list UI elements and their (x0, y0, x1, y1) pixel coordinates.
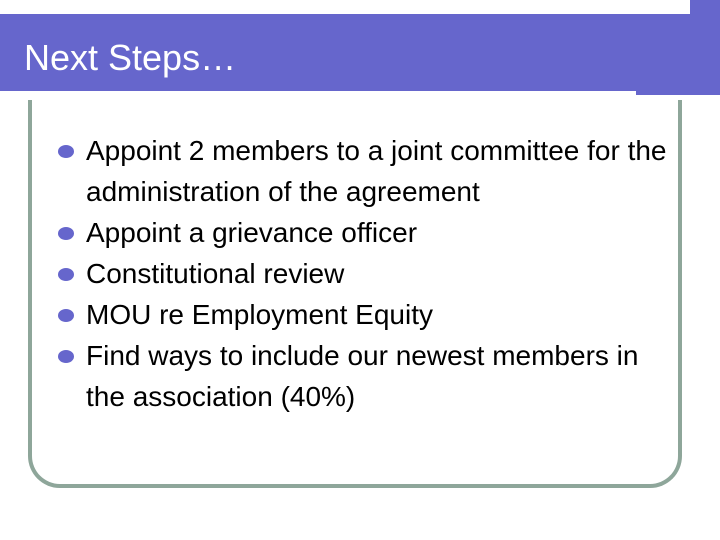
bullet-text: Constitutional review (86, 258, 345, 289)
bullet-item-new-members (56, 335, 676, 417)
bullet-icon (58, 350, 74, 363)
bullet-icon (58, 145, 74, 158)
slide-title: Next Steps… (24, 37, 237, 78)
bullet-text: Appoint a grievance officer (86, 217, 418, 248)
bullet-item-mou (56, 294, 676, 335)
bullet-icon (58, 227, 74, 240)
bullet-item-committee (56, 130, 676, 212)
bullet-text: Find ways to include our newest members in the association (40%) (86, 340, 639, 412)
bullet-item-constitutional-review (56, 253, 676, 294)
bullet-icon (58, 309, 74, 322)
bullet-text: MOU re Employment Equity (86, 299, 433, 330)
title-underline (0, 91, 636, 97)
bullet-item-grievance-officer (56, 212, 676, 253)
bullet-list (56, 130, 676, 417)
bullet-text: Appoint 2 members to a joint committee for the administration of the agreement (86, 135, 667, 207)
title-bar-highlight (0, 0, 690, 14)
bullet-icon (58, 268, 74, 281)
